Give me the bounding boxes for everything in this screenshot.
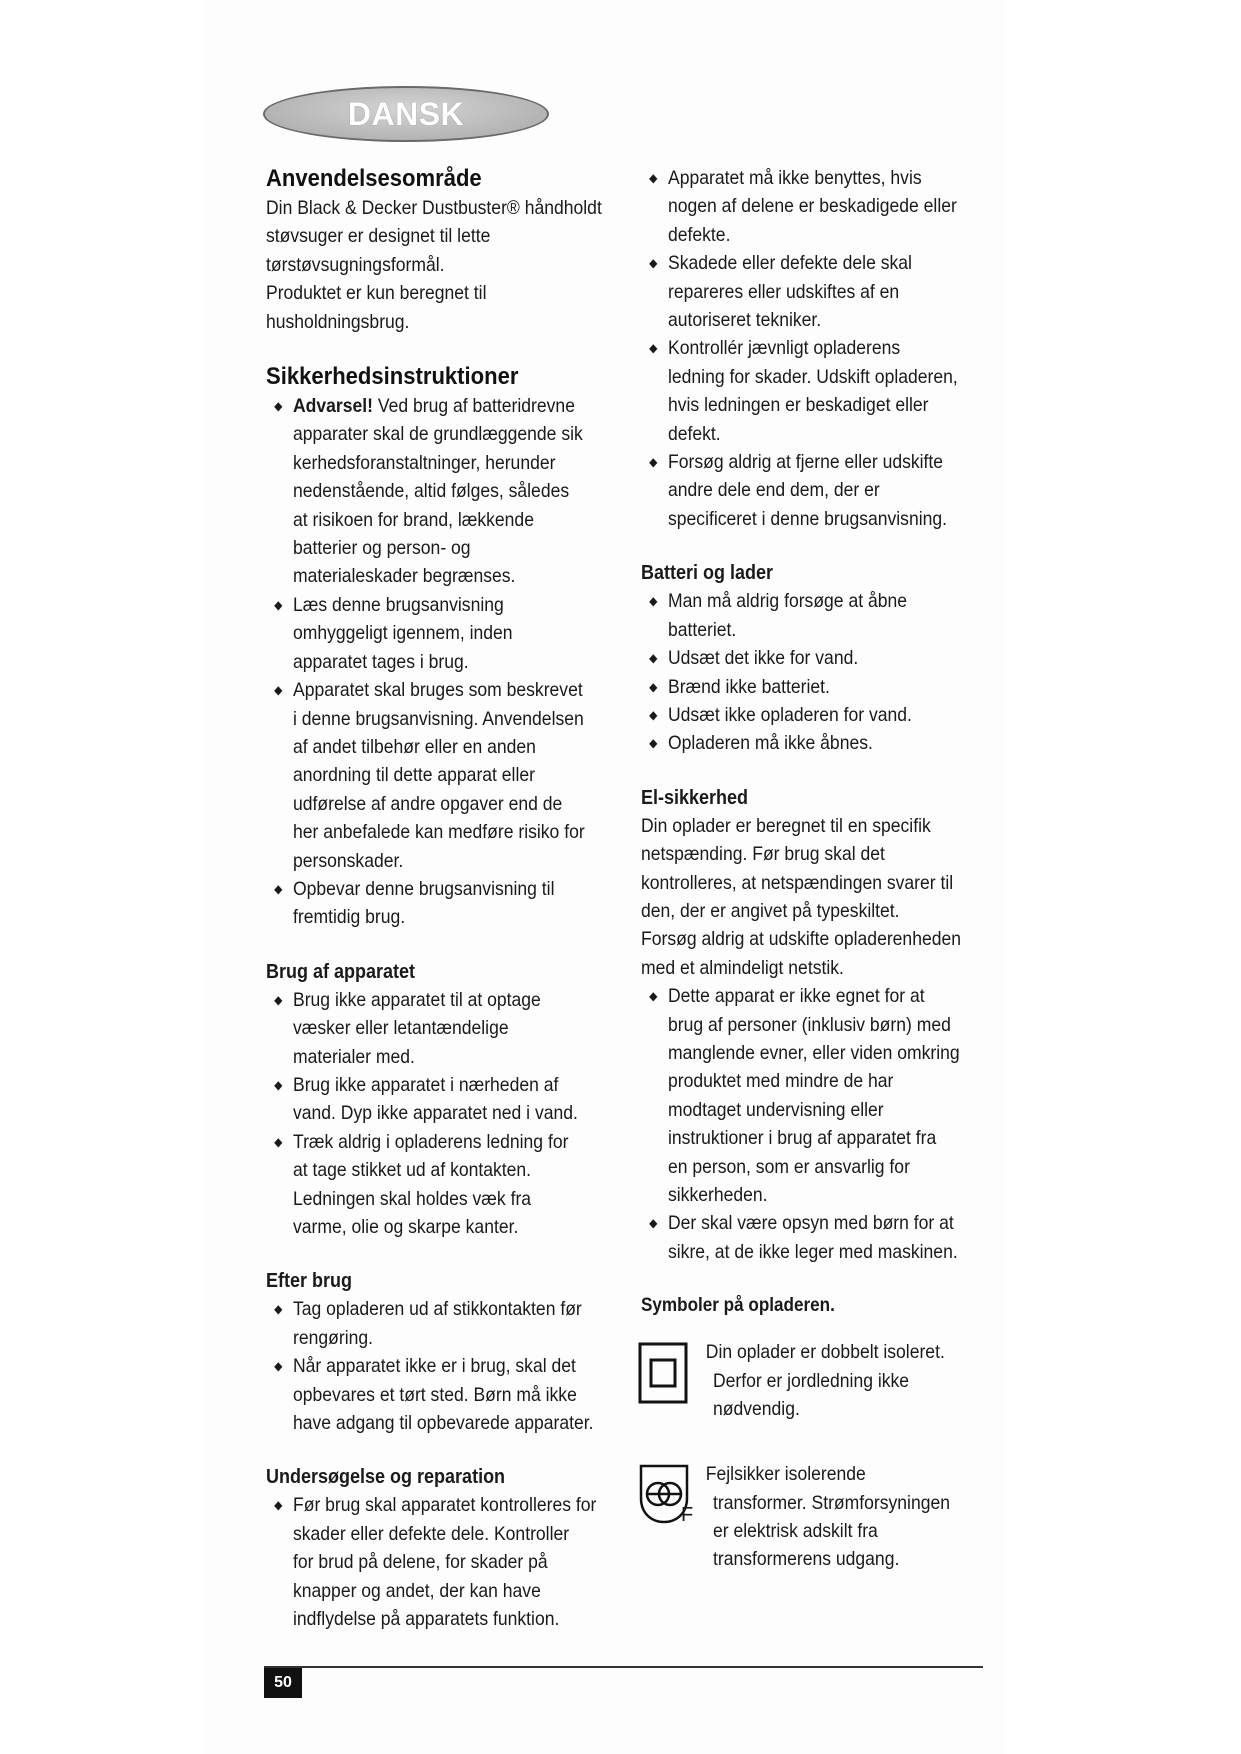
text-line: skader eller defekte dele. Kontroller <box>293 1522 570 1545</box>
text-line: ◆ Forsøg aldrig at fjerne eller udskifte <box>668 451 944 474</box>
list-item <box>266 1071 631 1128</box>
text-line: i denne brugsanvisning. Anvendelsen <box>293 707 584 730</box>
text-line: med et almindeligt netstik. <box>641 956 844 979</box>
safety-transformer-letter: F <box>681 1504 694 1527</box>
text-line: ledning for skader. Udskift opladeren, <box>668 365 958 388</box>
text-line: en person, som er ansvarlig for <box>668 1155 910 1178</box>
text-line: Derfor er jordledning ikke <box>713 1369 910 1392</box>
text-line: omhyggeligt igennem, inden <box>293 622 513 645</box>
text-line: ◆ Dette apparat er ikke egnet for at <box>668 985 925 1008</box>
section-title-undersoegelse: Undersøgelse og reparation <box>266 1466 506 1489</box>
text-line: brug af personer (inklusiv børn) med <box>668 1013 951 1036</box>
language-badge <box>263 86 549 142</box>
section-title-brug: Brug af apparatet <box>266 960 416 983</box>
text-line: Din oplader er beregnet til en specifik <box>641 814 931 837</box>
text-line: defekte. <box>668 223 731 246</box>
text-line: støvsuger er designet til lette <box>266 225 491 248</box>
text-line: Ved brug af batteridrevne <box>377 395 575 418</box>
text-line: af andet tilbehør eller en anden <box>293 735 536 758</box>
text-line: ◆ Kontrollér jævnligt opladerens <box>668 337 901 360</box>
text-line: fremtidig brug. <box>293 906 406 929</box>
text-line: batteriet. <box>668 618 737 641</box>
symbol-description <box>705 1460 983 1574</box>
text-line: varme, olie og skarpe kanter. <box>293 1216 519 1238</box>
inspection-list-continued <box>641 164 991 533</box>
text-line: anordning til dette apparat eller <box>293 764 535 787</box>
footer-divider <box>264 1666 983 1668</box>
text-line: nødvendig. <box>713 1398 800 1421</box>
list-item <box>641 249 991 334</box>
text-line: knapper og andet, der kan have <box>293 1579 541 1602</box>
text-line: ◆ Man må aldrig forsøge at åbne <box>668 590 908 613</box>
text-line: hvis ledningen er beskadiget eller <box>668 394 929 417</box>
list-item <box>266 1128 631 1242</box>
text-line: opbevares et tørt sted. Børn må ikke <box>293 1383 577 1406</box>
text-line: indflydelse på apparatets funktion. <box>293 1608 560 1631</box>
text-line: at tage stikket ud af kontakten. <box>293 1159 532 1182</box>
text-line: ◆ Apparatet må ikke benyttes, hvis <box>668 167 922 189</box>
text-line: materialer med. <box>293 1045 415 1068</box>
text-line: transformer. Strømforsyningen <box>713 1491 951 1514</box>
text-line: ◆ Opladeren må ikke åbnes. <box>668 732 873 755</box>
text-line: ◆ Brug ikke apparatet til at optage <box>293 988 541 1011</box>
safety-list <box>266 392 631 932</box>
list-item <box>641 587 991 644</box>
list-item <box>266 1491 631 1633</box>
text-line: have adgang til opbevarede apparater. <box>293 1412 594 1435</box>
inspection-list <box>266 1491 631 1633</box>
text-line: udførelse af andre opgaver end de <box>293 792 563 815</box>
list-item <box>641 982 991 1209</box>
text-line: ◆ Der skal være opsyn med børn for at <box>668 1212 954 1235</box>
text-line: ◆ Brænd ikke batteriet. <box>668 675 830 698</box>
text-line: modtaget undervisning eller <box>668 1098 884 1121</box>
list-item <box>641 164 991 249</box>
intro-paragraph <box>266 194 631 336</box>
text-line: den, der er angivet på typeskiltet. <box>641 899 900 922</box>
electrical-list <box>641 982 991 1266</box>
list-item <box>641 701 991 729</box>
text-line: Ledningen skal holdes væk fra <box>293 1187 532 1210</box>
text-line: defekt. <box>668 422 721 445</box>
usage-list <box>266 986 631 1242</box>
text-line: specificeret i denne brugsanvisning. <box>668 507 948 530</box>
section-title-symboler: Symboler på opladeren. <box>641 1295 835 1317</box>
text-line: ◆ Apparatet skal bruges som beskrevet <box>293 679 583 702</box>
text-line: vand. Dyp ikke apparatet ned i vand. <box>293 1102 578 1125</box>
text-line: væsker eller letantændelige <box>293 1017 509 1040</box>
section-title-sikkerhed: Sikkerhedsinstruktioner <box>266 363 519 391</box>
text-line: instruktioner i brug af apparatet fra <box>668 1127 937 1150</box>
text-line: tørstøvsugningsformål. <box>266 253 445 276</box>
symbol-double-insulation <box>641 1338 991 1450</box>
left-column <box>266 164 631 1633</box>
list-item <box>266 676 631 875</box>
text-line: produktet med mindre de har <box>668 1070 894 1093</box>
electrical-paragraph <box>641 812 991 982</box>
text-line: Fejlsikker isolerende <box>705 1463 866 1486</box>
list-item <box>641 644 991 672</box>
list-item <box>266 875 631 932</box>
text-line: kerhedsforanstaltninger, herunder <box>293 451 556 474</box>
list-item <box>641 334 991 448</box>
text-line: sikkerheden. <box>668 1184 768 1206</box>
text-line: manglende evner, eller viden omkring <box>668 1041 960 1064</box>
list-item <box>641 673 991 701</box>
symbol-description <box>705 1338 983 1423</box>
text-line: nedenstående, altid følges, således <box>293 480 570 503</box>
text-line: ◆ Brug ikke apparatet i nærheden af <box>293 1073 559 1096</box>
text-line: ◆ Tag opladeren ud af stikkontakten før <box>293 1298 582 1321</box>
text-line: transformerens udgang. <box>713 1548 900 1571</box>
text-line: repareres eller udskiftes af en <box>668 280 900 303</box>
text-line: ◆ Læs denne brugsanvisning <box>293 593 504 616</box>
text-line: ◆ Træk aldrig i opladerens ledning for <box>293 1130 569 1153</box>
text-line: Din Black & Decker Dustbuster® håndholdt <box>266 197 602 219</box>
text-line: apparatet tages i brug. <box>293 650 469 673</box>
list-item <box>641 729 991 757</box>
warning-label: Advarsel! <box>293 395 373 418</box>
text-line: ◆ Før brug skal apparatet kontrolleres for <box>293 1494 597 1517</box>
text-line: er elektrisk adskilt fra <box>713 1520 878 1543</box>
text-line: ◆ Udsæt det ikke for vand. <box>668 647 859 670</box>
text-line: for brud på delene, for skader på <box>293 1551 548 1574</box>
text-line: personskader. <box>293 849 404 872</box>
language-label: DANSK <box>347 95 465 132</box>
list-item <box>641 448 991 533</box>
text-line: Din oplader er dobbelt isoleret. <box>705 1341 945 1364</box>
list-item <box>266 1295 631 1352</box>
double-insulation-icon <box>638 1340 690 1406</box>
list-item <box>266 591 631 676</box>
text-line: Produktet er kun beregnet til <box>266 282 487 305</box>
page-number: 50 <box>264 1668 302 1698</box>
text-line: husholdningsbrug. <box>266 310 410 333</box>
text-line: kontrolleres, at netspændingen svarer til <box>641 871 954 894</box>
section-title-el-sikkerhed: El-sikkerhed <box>641 786 749 809</box>
list-item <box>266 1352 631 1437</box>
text-line: at risikoen for brand, lækkende <box>293 508 534 531</box>
text-line: sikre, at de ikke leger med maskinen. <box>668 1240 958 1263</box>
text-line: andre dele end dem, der er <box>668 479 880 502</box>
right-column <box>641 164 991 1580</box>
section-title-efter-brug: Efter brug <box>266 1270 353 1293</box>
after-use-list <box>266 1295 631 1437</box>
text-line: Forsøg aldrig at udskifte opladerenheden <box>641 928 962 951</box>
text-line: apparater skal de grundlæggende sik <box>293 423 583 446</box>
list-item <box>266 392 631 591</box>
battery-list <box>641 587 991 757</box>
text-line: materialeskader begrænses. <box>293 565 516 588</box>
text-line: autoriseret tekniker. <box>668 309 822 332</box>
section-title-anvendelsesomraade: Anvendelsesområde <box>266 165 482 192</box>
list-item <box>641 1209 991 1266</box>
text-line: ◆ Når apparatet ikke er i brug, skal det <box>293 1355 576 1378</box>
text-line: ◆ Udsæt ikke opladeren for vand. <box>668 703 912 726</box>
text-line: ◆ Skadede eller defekte dele skal <box>668 252 912 275</box>
symbol-safety-transformer <box>641 1460 991 1580</box>
text-line: rengøring. <box>293 1326 373 1349</box>
text-line: her anbefalede kan medføre risiko for <box>293 821 585 844</box>
list-item <box>266 986 631 1071</box>
text-line: batterier og person- og <box>293 537 471 560</box>
text-line: ◆ Opbevar denne brugsanvisning til <box>293 877 555 900</box>
text-line: netspænding. Før brug skal det <box>641 843 885 866</box>
text-line: nogen af delene er beskadigede eller <box>668 195 957 218</box>
section-title-batteri: Batteri og lader <box>641 562 774 585</box>
